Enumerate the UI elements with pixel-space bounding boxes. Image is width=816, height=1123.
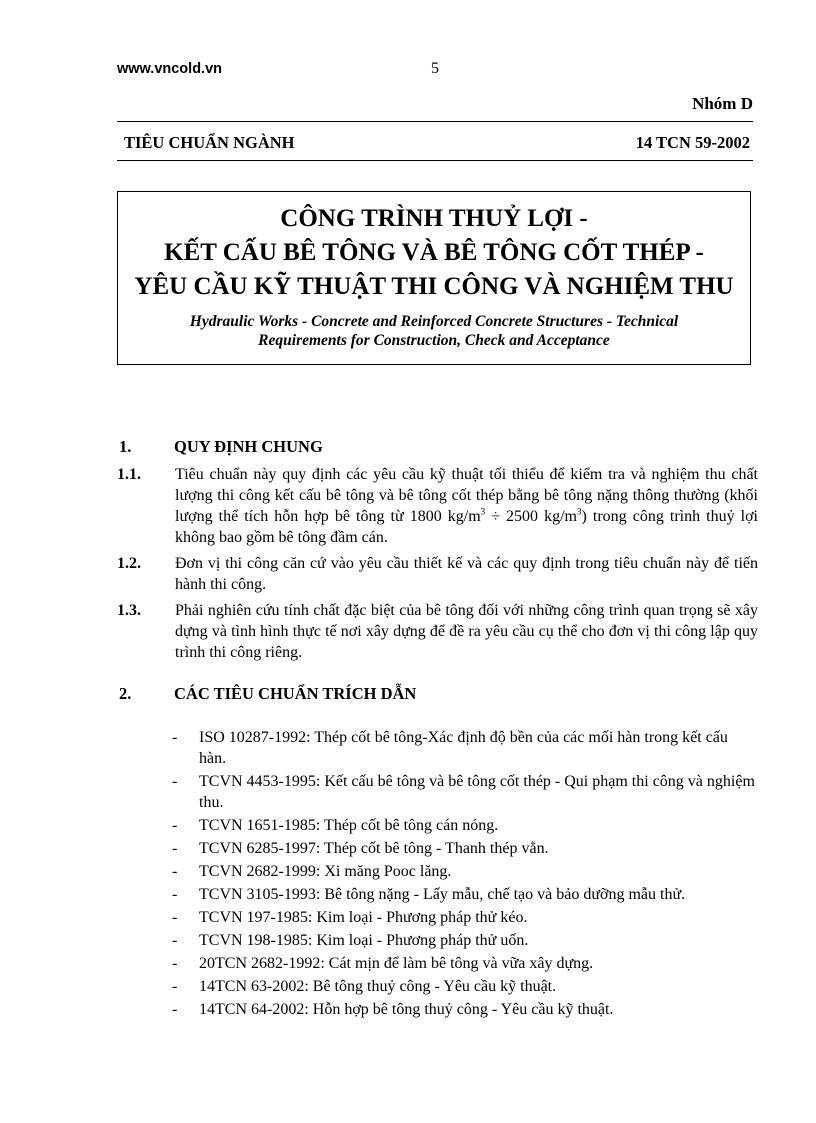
section-number: 2. bbox=[119, 684, 132, 703]
list-item: - 14TCN 64-2002: Hỗn hợp bê tông thuỷ công - Yêu cầu kỹ thuật. bbox=[172, 1001, 614, 1018]
header-top-rule bbox=[117, 121, 753, 122]
english-title-line-2: Requirements for Construction, Check and Acceptance bbox=[258, 332, 610, 349]
bullet-dash: - bbox=[172, 978, 178, 995]
clause-1-3 bbox=[117, 600, 758, 663]
section-number: 1. bbox=[119, 437, 132, 456]
bullet-dash: - bbox=[172, 773, 178, 790]
referenced-standards-list bbox=[172, 727, 758, 1022]
bullet-dash: - bbox=[172, 817, 178, 834]
bullet-dash: - bbox=[172, 886, 178, 903]
bullet-dash: - bbox=[172, 840, 178, 857]
bullet-dash: - bbox=[172, 909, 178, 926]
list-item: - TCVN 1651-1985: Thép cốt bê tông cán nóng. bbox=[172, 817, 499, 834]
header-bottom-rule bbox=[117, 160, 753, 161]
clause-text: Tiêu chuẩn này quy định các yêu cầu kỹ thuật tối thiểu để kiểm tra và nghiệm thu chất lượng thi công kết cấu bê tông và bê tông cốt thép bằng bê tông nặng thông thường (khối lượng thể tích hỗn hợp bê tông từ 1800 $kg/m^3 \div 2500$ $kg/m^3$) trong công trình thuỷ lợi không bao gồm bê tông đầm cán. bbox=[175, 466, 759, 546]
list-item: - 14TCN 63-2002: Bê tông thuỷ công - Yêu cầu kỹ thuật. bbox=[172, 978, 557, 995]
clause-1-1 bbox=[117, 464, 758, 548]
website-url[interactable]: www.vncold.vn bbox=[117, 61, 223, 77]
clause-number: 1.3. bbox=[117, 602, 141, 619]
clause-1-2 bbox=[117, 553, 758, 595]
bullet-dash: - bbox=[172, 729, 178, 746]
english-title bbox=[118, 312, 750, 350]
list-item: - TCVN 2682-1999: Xi măng Pooc lăng. bbox=[172, 863, 452, 880]
section-1-heading bbox=[119, 437, 323, 457]
list-item: - TCVN 197-1985: Kim loại - Phương pháp thử kéo. bbox=[172, 909, 528, 926]
bullet-dash: - bbox=[172, 932, 178, 949]
page-number: 5 bbox=[431, 60, 439, 77]
clause-number: 1.1. bbox=[117, 466, 141, 483]
english-title-line-1: Hydraulic Works - Concrete and Reinforced Concrete Structures - Technical bbox=[189, 313, 679, 330]
title-line-1: CÔNG TRÌNH THUỶ LỢI - bbox=[280, 205, 588, 232]
list-item: - TCVN 6285-1997: Thép cốt bê tông - Thanh thép vằn. bbox=[172, 840, 549, 857]
bullet-dash: - bbox=[172, 955, 178, 972]
clause-text: Phải nghiên cứu tính chất đặc biệt của bê tông đối với những công trình quan trọng sẽ xây dựng và tình hình thực tế nơi xây dựng để đề ra yêu cầu cụ thể cho đơn vị thi công lập quy trình thi công riêng. bbox=[175, 602, 758, 661]
title-line-3: YÊU CẦU KỸ THUẬT THI CÔNG VÀ NGHIỆM THU bbox=[134, 273, 734, 300]
title-box bbox=[117, 191, 751, 365]
list-item: - TCVN 3105-1993: Bê tông nặng - Lấy mẫu, chế tạo và bảo dưỡng mẫu thử. bbox=[172, 886, 686, 903]
section-title: QUY ĐỊNH CHUNG bbox=[174, 437, 323, 456]
bullet-dash: - bbox=[172, 1001, 178, 1018]
section-2-heading bbox=[119, 684, 416, 704]
standard-code: 14 TCN 59-2002 bbox=[635, 133, 750, 152]
section-title: CÁC TIÊU CHUẨN TRÍCH DẪN bbox=[174, 684, 417, 703]
standard-category: TIÊU CHUẨN NGÀNH bbox=[124, 133, 295, 152]
bullet-dash: - bbox=[172, 863, 178, 880]
list-item: - 20TCN 2682-1992: Cát mịn để làm bê tông và vữa xây dựng. bbox=[172, 955, 594, 972]
list-item: - TCVN 4453-1995: Kết cấu bê tông và bê tông cốt thép - Qui phạm thi công và nghiệm thu. bbox=[172, 773, 755, 811]
list-item: - ISO 10287-1992: Thép cốt bê tông-Xác định độ bền của các mối hàn trong kết cấu hàn. bbox=[172, 729, 728, 767]
clause-text: Đơn vị thi công căn cứ vào yêu cầu thiết kế và các quy định trong tiêu chuẩn này để tiến hành thi công. bbox=[175, 555, 758, 593]
group-label: Nhóm D bbox=[692, 94, 753, 113]
title-line-2: KẾT CẤU BÊ TÔNG VÀ BÊ TÔNG CỐT THÉP - bbox=[164, 239, 704, 266]
clause-number: 1.2. bbox=[117, 555, 141, 572]
list-item: - TCVN 198-1985: Kim loại - Phương pháp thử uốn. bbox=[172, 932, 529, 949]
